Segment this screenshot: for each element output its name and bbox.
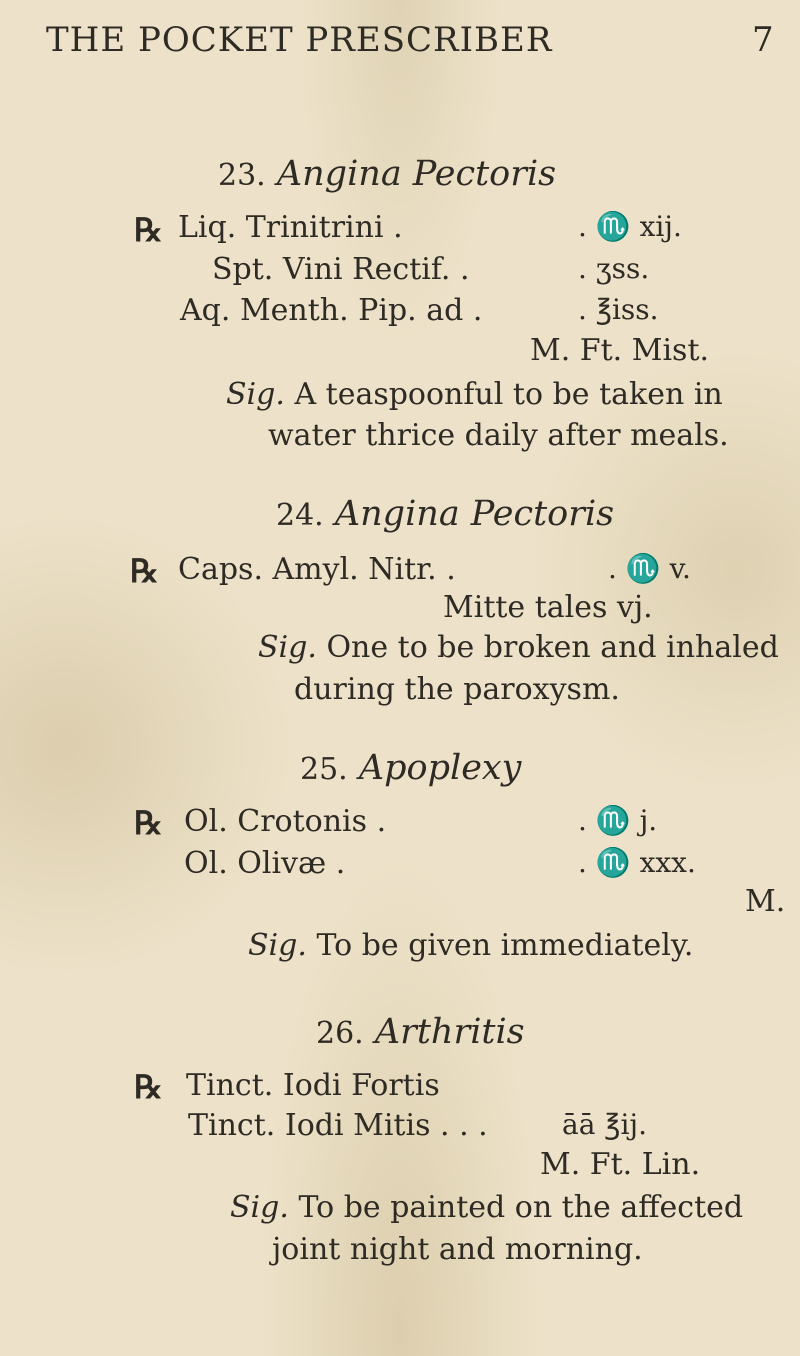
compounding-instruction: M. Ft. Mist. bbox=[530, 333, 710, 368]
ingredient-dose: . ♏ xxx. bbox=[578, 846, 696, 879]
ingredient-line: Aq. Menth. Pip. ad . bbox=[180, 293, 483, 328]
sig-text: To be painted on the affected bbox=[298, 1190, 744, 1225]
running-header bbox=[46, 20, 552, 60]
section-title: Angina Pectoris bbox=[276, 154, 557, 194]
ingredient-line: Spt. Vini Rectif. . bbox=[212, 252, 470, 287]
section-number: 26. bbox=[316, 1016, 364, 1051]
ingredient-dose: . ℥iss. bbox=[578, 293, 659, 326]
sig-text: A teaspoonful to be taken in bbox=[294, 377, 723, 412]
sig-text: To be given immediately. bbox=[316, 928, 694, 963]
ingredient-dose: . ♏ xij. bbox=[578, 210, 682, 243]
ingredient-line: Ol. Olivæ . bbox=[184, 846, 346, 881]
ingredient-dose: . ♏ j. bbox=[578, 804, 658, 837]
sig-continuation: during the paroxysm. bbox=[294, 672, 620, 707]
section-26-heading bbox=[316, 1012, 525, 1052]
header-title: THE POCKET PRESCRIBER bbox=[46, 20, 553, 60]
section-title: Angina Pectoris bbox=[334, 494, 615, 534]
section-number: 23. bbox=[218, 158, 266, 193]
signatura bbox=[230, 1190, 743, 1225]
section-23-heading bbox=[218, 154, 556, 194]
signatura bbox=[248, 928, 693, 963]
signatura bbox=[258, 630, 779, 665]
sig-label: Sig. bbox=[230, 1190, 289, 1225]
sig-text: One to be broken and inhaled bbox=[326, 630, 779, 665]
section-number: 24. bbox=[276, 498, 324, 533]
rx-symbol-icon: ℞ bbox=[134, 211, 163, 249]
rx-symbol-icon: ℞ bbox=[134, 804, 163, 842]
ingredient-dose: āā ℥ij. bbox=[562, 1108, 647, 1141]
ingredient-line: Tinct. Iodi Fortis bbox=[186, 1068, 440, 1103]
ingredient-line: Tinct. Iodi Mitis . . . bbox=[188, 1108, 488, 1143]
compounding-instruction: Mitte tales vj. bbox=[443, 590, 653, 625]
rx-symbol-icon: ℞ bbox=[134, 1068, 163, 1106]
section-25-heading bbox=[300, 748, 521, 788]
sig-continuation: water thrice daily after meals. bbox=[268, 418, 729, 453]
ingredient-dose: . ʒss. bbox=[578, 252, 650, 285]
section-title: Arthritis bbox=[374, 1012, 525, 1052]
compounding-instruction: M. Ft. Lin. bbox=[540, 1147, 701, 1182]
section-title: Apoplexy bbox=[358, 748, 522, 788]
section-24-heading bbox=[276, 494, 614, 534]
section-number: 25. bbox=[300, 752, 348, 787]
ingredient-line: Liq. Trinitrini . bbox=[178, 210, 403, 245]
ingredient-dose: . ♏ v. bbox=[608, 552, 691, 585]
sig-label: Sig. bbox=[258, 630, 317, 665]
sig-continuation: joint night and morning. bbox=[272, 1232, 643, 1267]
sig-label: Sig. bbox=[226, 377, 285, 412]
ingredient-line: Caps. Amyl. Nitr. . bbox=[178, 552, 456, 587]
sig-label: Sig. bbox=[248, 928, 307, 963]
compounding-instruction: M. bbox=[745, 884, 786, 919]
ingredient-line: Ol. Crotonis . bbox=[184, 804, 387, 839]
rx-symbol-icon: ℞ bbox=[130, 552, 159, 590]
signatura bbox=[226, 377, 723, 412]
page-number: 7 bbox=[752, 20, 775, 60]
